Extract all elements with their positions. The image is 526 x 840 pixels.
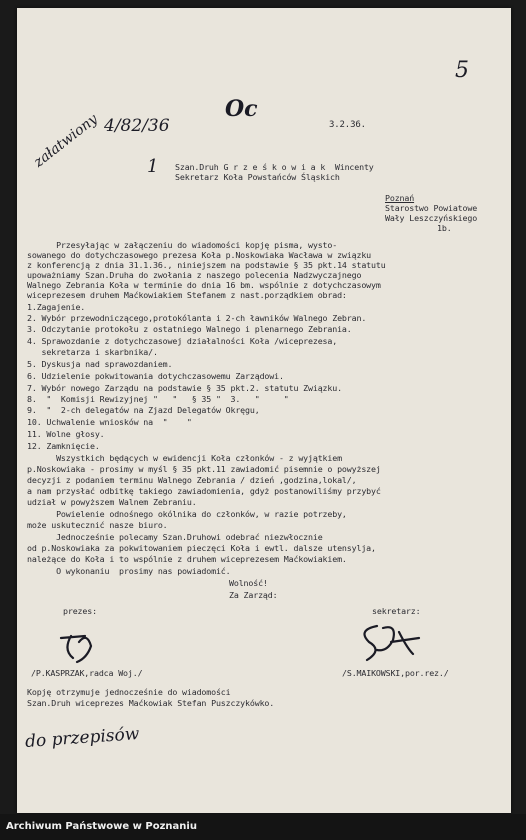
body-line: upoważniamy Szan.Druha do zwołania z naszego polecenia Nadzwyczajnego: [27, 270, 362, 280]
copy-line: Kopję otrzymuje jednocześnie do wiadomości: [27, 687, 231, 697]
body-line: decyzji z podaniem terminu Walnego Zebrania / dzień ,godzina,lokal/,: [27, 475, 357, 485]
side-note-handwritten: załatwiony: [31, 111, 101, 171]
agenda-item: 12. Zamknięcie.: [27, 441, 100, 451]
body-line: Jednocześnie polecamy Szan.Druhowi odebrać niezwłocznie: [27, 532, 323, 542]
body-line: od p.Noskowiaka za pokwitowaniem pieczęci Koła i ewtl. dalsze utensylja,: [27, 543, 376, 553]
copy-line: Szan.Druh wiceprezes Maćkowiak Stefan Puszczykówko.: [27, 698, 275, 708]
mark-handwritten: Oc: [225, 96, 258, 122]
body-line: p.Noskowiaka - prosimy w myśl § 35 pkt.11 zawiadomić pisemnie o powyższej: [27, 464, 381, 474]
body-line: O wykonaniu prosimy nas powiadomić.: [27, 566, 231, 576]
closing-greeting: Wolność!: [229, 578, 268, 588]
agenda-item: 4. Sprawozdanie z dotychczasowej działalności Koła /wiceprezesa,: [27, 336, 338, 346]
page-number-handwritten: 5: [455, 58, 469, 83]
body-line: z konferencją z dnia 31.1.36., niniejszem na podstawie § 35 pkt.14 statutu: [27, 260, 386, 270]
recipient-line-4: Starostwo Powiatowe: [385, 203, 478, 213]
bottom-note-handwritten: do przepisów: [24, 724, 140, 752]
recipient-line-1: Szan.Druh G r z e ś k o w i a k Wincenty: [175, 162, 374, 172]
recipient-line-6: 1b.: [437, 223, 452, 233]
agenda-item: 6. Udzielenie pokwitowania dotychczasowemu Zarządowi.: [27, 371, 284, 381]
agenda-item: 1.Zagajenie.: [27, 302, 86, 312]
recipient-line-2: Sekretarz Koła Powstańców Śląskich: [175, 172, 340, 182]
president-signature: [57, 628, 117, 668]
agenda-item: sekretarza i skarbnika/.: [27, 347, 158, 357]
body-line: Powielenie odnośnego okólnika do członków, w razie potrzeby,: [27, 509, 347, 519]
secretary-label: sekretarz:: [372, 606, 421, 616]
agenda-item: 7. Wybór nowego Zarządu na podstawie § 35 pkt.2. statutu Związku.: [27, 383, 342, 393]
body-line: Wszystkich będących w ewidencji Koła członków - z wyjątkiem: [27, 453, 342, 463]
body-line: Walnego Zebrania Koła w terminie do dnia 16 bm. wspólnie z dotychczasowym: [27, 280, 381, 290]
agenda-item: 10. Uchwalenie wniosków na " ": [27, 417, 192, 427]
item-mark-handwritten: 1: [147, 156, 159, 177]
body-line: a nam przysłać odbitkę takiego zawiadomienia, gdyż postanowiliśmy przybyć: [27, 486, 381, 496]
agenda-item: 5. Dyskusja nad sprawozdaniem.: [27, 359, 173, 369]
document-page: [17, 8, 511, 813]
secretary-name: /S.MAIKOWSKI,por.rez./: [342, 668, 449, 678]
agenda-item: 2. Wybór przewodniczącego,protokólanta i 2-ch ławników Walnego Zebran.: [27, 313, 367, 323]
body-line: sowanego do dotychczasowego prezesa Koła p.Noskowiaka Wacława w związku: [27, 250, 372, 260]
agenda-item: 11. Wolne głosy.: [27, 429, 105, 439]
secretary-signature: [347, 620, 427, 666]
body-line: udział w powyższem Walnem Zebraniu.: [27, 497, 197, 507]
recipient-line-5: Wały Leszczyńskiego: [385, 213, 478, 223]
agenda-item: 3. Odczytanie protokołu z ostatniego Walnego i plenarnego Zebrania.: [27, 324, 352, 334]
agenda-item: 8. " Komisji Rewizyjnej " " § 35 " 3. " ": [27, 394, 289, 404]
closing-from: Za Zarząd:: [229, 590, 278, 600]
president-label: prezes:: [63, 606, 97, 616]
body-line: wiceprezesem druhem Maćkowiakiem Stefanem z nast.porządkiem obrad:: [27, 290, 347, 300]
recipient-city: Poznań: [385, 193, 415, 203]
body-line: należące do Koła i to wspólnie z druhem wiceprezesem Maćkowiakiem.: [27, 554, 347, 564]
body-line: Przesyłając w załączeniu do wiadomości kopję pisma, wysto-: [27, 240, 338, 250]
agenda-item: 9. " 2-ch delegatów na Zjazd Delegatów Okręgu,: [27, 405, 260, 415]
reference-number-handwritten: 4/82/36: [104, 116, 170, 136]
document-date: 3.2.36.: [329, 120, 366, 130]
archive-name: Archiwum Państwowe w Poznaniu: [6, 821, 197, 832]
president-name: /P.KASPRZAK,radca Woj./: [31, 668, 143, 678]
archive-footer: [0, 814, 526, 840]
body-line: może uskutecznić nasze biuro.: [27, 520, 168, 530]
